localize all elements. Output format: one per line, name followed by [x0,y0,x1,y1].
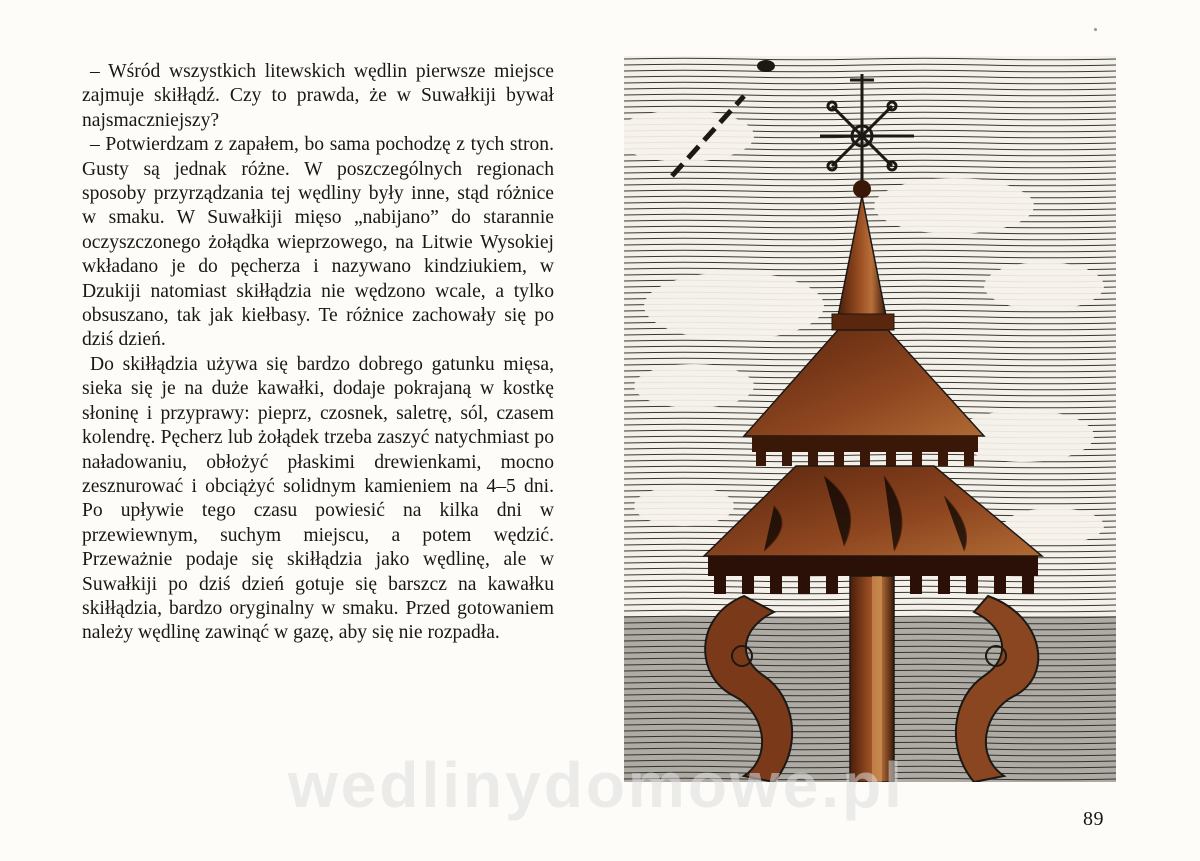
paper-fleck [1094,28,1097,31]
paragraph-2: – Potwierdzam z zapałem, bo sama pochodzę z tych stron. Gusty są jednak różne. W poszczególnych regionach sposoby przyrządzania tej wędliny były inne, stąd różnice w smaku. W Suwałkiji mięso „nabijano” do starannie oczyszczonego żołądka wieprzowego, na Litwie Wysokiej wkładano je do pęcherza i nazywano kindziukiem, w Dzukiji natomiast skiłłądzia nie wędzono wcale, a tylko obsuszano, tak jak kiełbasy. Te różnice zachowały się po dziś dzień. [82,134,554,351]
paragraph-3: Do skiłłądzia używa się bardzo dobrego gatunku mięsa, sieka się je na duże kawałki, dodaje pokrajaną w kostkę słoninę i przyprawy: pieprz, czosnek, saletrę, sól, czasem kolendrę. Pęcherz lub żołądek trzeba zaszyć natychmiast po naładowaniu, obłożyć płaskimi drewienkami, mocno zesznurować i obciążyć solidnym kamieniem na 4–5 dni. Po upływie tego czasu powiesić na kilka dni w przewiewnym, suchym miejscu, a potem wędzić. Przeważnie podaje się skiłłądzia jako wędlinę, ale w Suwałkiji po dziś dzień gotuje się barszcz na kawałku skiłłądzia, bardzo oryginalny w smaku. Przed gotowaniem należy wędlinę zawinąć w gazę, aby się nie rozpadła. [82,353,554,644]
article-text [82,60,554,646]
shrine-illustration [624,56,1116,782]
paragraph-1: – Wśród wszystkich litewskich wędlin pierwsze miejsce zajmuje skiłłądź. Czy to prawda, że w Suwałkiji bywał najsmaczniejszy? [82,61,554,131]
page-number: 89 [1083,808,1104,830]
upper-fringe [752,436,978,466]
watermark: wedlinydomowe.pl [288,749,905,821]
